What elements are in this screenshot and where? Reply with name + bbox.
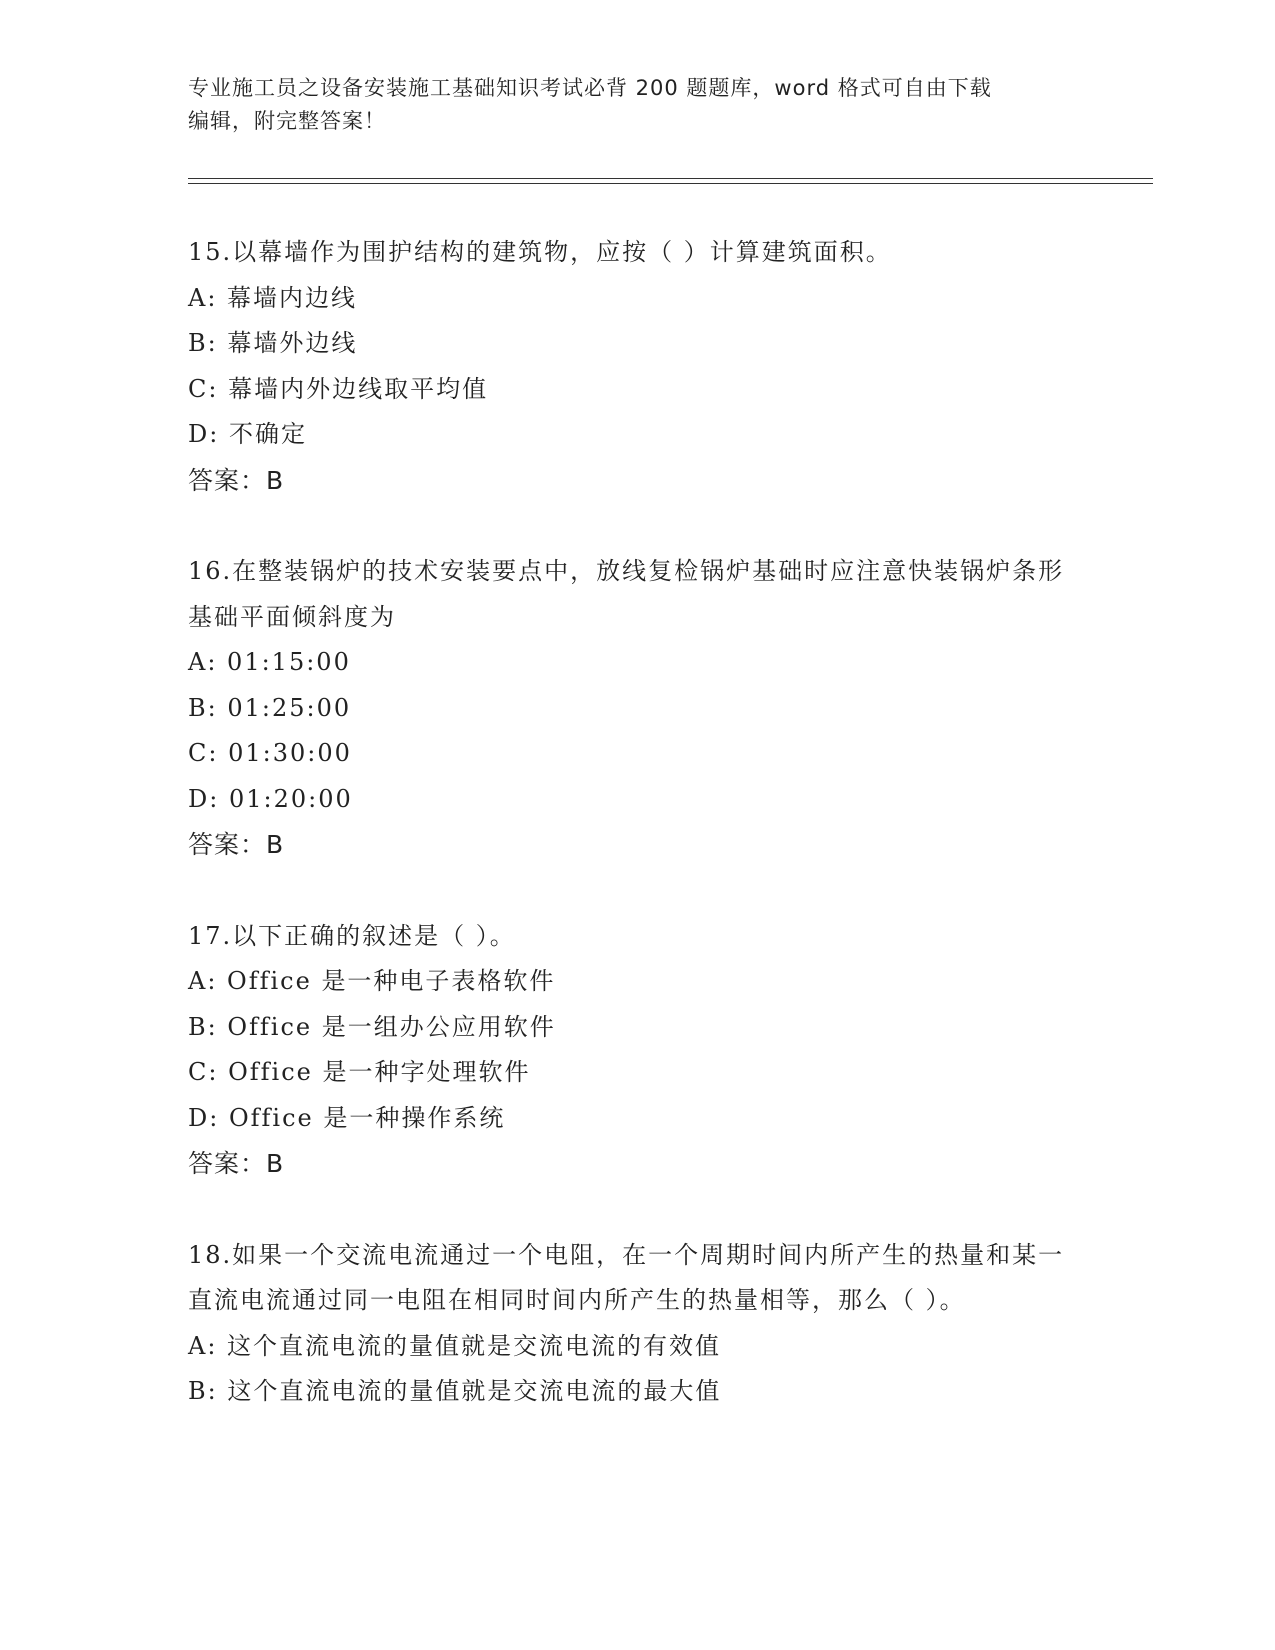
option-b: B: 这个直流电流的量值就是交流电流的最大值 <box>188 1377 722 1405</box>
question-16 <box>188 549 1088 868</box>
question-title: 17.以下正确的叙述是（ ）。 <box>188 921 516 950</box>
option-a: A: Office 是一种电子表格软件 <box>188 967 556 995</box>
header-divider-bottom <box>188 183 1153 184</box>
option-c: C: 01:30:00 <box>188 739 352 767</box>
option-d: D: 不确定 <box>188 420 307 448</box>
header-divider-top <box>188 178 1153 179</box>
question-18 <box>188 1233 1088 1415</box>
question-title: 15.以幕墙作为围护结构的建筑物，应按（ ）计算建筑面积。 <box>188 238 892 266</box>
option-b: B: 01:25:00 <box>188 693 352 722</box>
option-b: B: 幕墙外边线 <box>188 329 358 357</box>
option-d: D: 01:20:00 <box>188 784 353 813</box>
option-b: B: Office 是一组办公应用软件 <box>188 1012 556 1041</box>
header-title-line-2: 编辑，附完整答案！ <box>188 109 386 133</box>
document-header <box>188 72 1088 138</box>
question-15 <box>188 230 1088 503</box>
option-c: C: 幕墙内外边线取平均值 <box>188 374 489 403</box>
option-d: D: Office 是一种操作系统 <box>188 1103 506 1132</box>
answer: 答案：B <box>188 465 285 495</box>
option-a: A: 幕墙内边线 <box>188 283 358 312</box>
answer: 答案：B <box>188 830 285 859</box>
question-17 <box>188 914 1088 1187</box>
option-a: A: 01:15:00 <box>188 648 351 676</box>
question-title: 16.在整装锅炉的技术安装要点中，放线复检锅炉基础时应注意快装锅炉条形基础平面倾斜度为 <box>188 557 1065 631</box>
option-a: A: 这个直流电流的量值就是交流电流的有效值 <box>188 1331 722 1360</box>
answer: 答案：B <box>188 1149 285 1178</box>
question-list <box>188 230 1088 1461</box>
question-title: 18.如果一个交流电流通过一个电阻，在一个周期时间内所产生的热量和某一直流电流通过同一电阻在相同时间内所产生的热量相等，那么（ ）。 <box>188 1240 1065 1314</box>
header-title-line-1: 专业施工员之设备安装施工基础知识考试必背 200 题题库，word 格式可自由下载 <box>188 76 992 100</box>
option-c: C: Office 是一种字处理软件 <box>188 1058 531 1086</box>
